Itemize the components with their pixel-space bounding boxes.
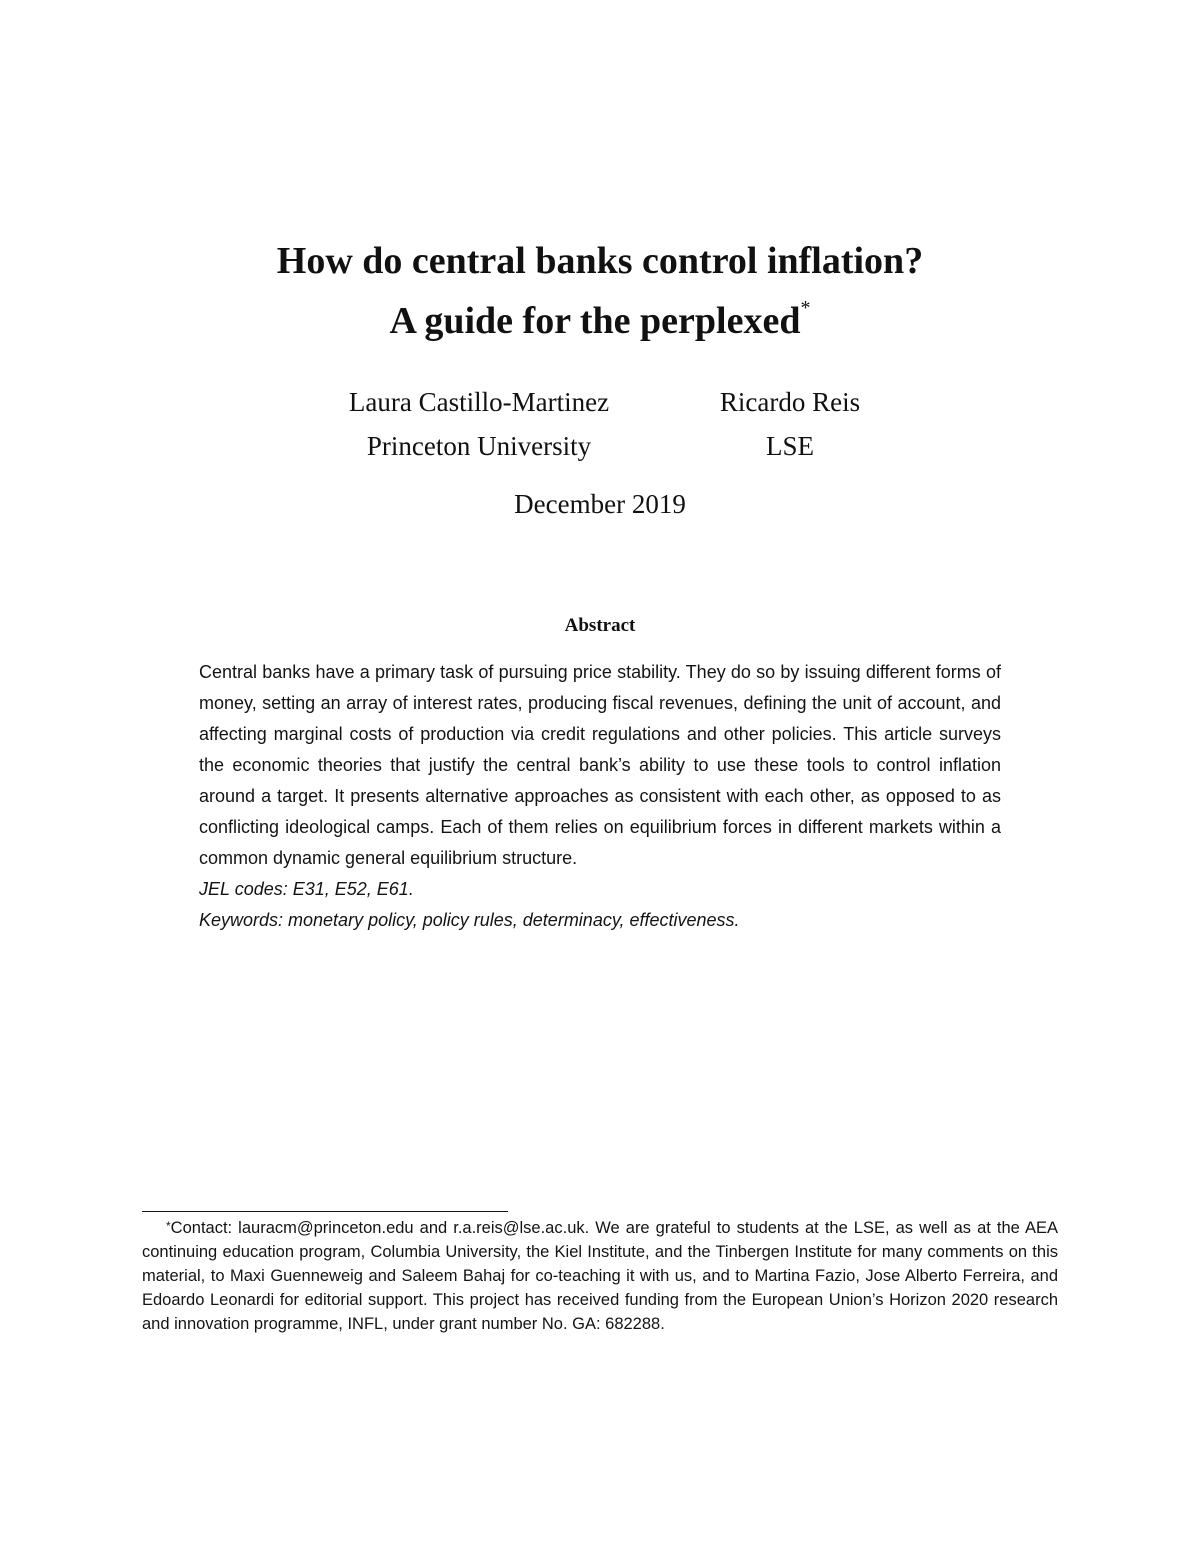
author-name-2: Ricardo Reis (719, 387, 861, 417)
footnote-text: Contact: lauracm@princeton.edu and r.a.reis@lse.ac.uk. We are grateful to students at the LSE, as well as at the AEA continuing education program, Columbia University, the Kiel Institute, and the Tinbergen Institute for many comments on this material, to Maxi Guenneweig and Saleem Bahaj for co-teaching it with us, and to Martina Fazio, Jose Alberto Ferreira, and Edoardo Leonardi for editorial support. This project has received funding from the European Union’s Horizon 2020 research and innovation programme, INFL, under grant number No. GA: 682288. (142, 1219, 1058, 1333)
publication-date: December 2019 (514, 489, 686, 519)
paper-title-line-2-text: A guide for the perplexed (389, 300, 801, 342)
author-affiliation-1: Princeton University (366, 431, 592, 461)
footnote-mark: * (166, 1219, 171, 1233)
title-footnote-mark: * (800, 297, 811, 319)
author-name-1: Laura Castillo-Martinez (348, 387, 610, 417)
author-block-1 (320, 389, 638, 460)
abstract-body (199, 657, 1001, 936)
abstract-heading: Abstract (564, 615, 636, 636)
abstract-text: Central banks have a primary task of pursuing price stability. They do so by issuing different forms of money, setting an array of interest rates, producing fiscal revenues, defining the unit of account, and affecting marginal costs of production via credit regulations and other policies. This article surveys the economic theories that justify the central bank’s ability to use these tools to control inflation around a target. It presents alternative approaches as consistent with each other, as opposed to as conflicting ideological camps. Each of them relies on equilibrium forces in different markets within a common dynamic general equilibrium structure. (199, 662, 1001, 868)
footnote (142, 1216, 1058, 1336)
author-affiliation-2: LSE (765, 431, 814, 461)
paper-title-line-2 (0, 297, 1200, 342)
paper-title-line-1: How do central banks control inflation? (276, 240, 924, 282)
footnote-divider (142, 1211, 508, 1212)
keywords: Keywords: monetary policy, policy rules, determinacy, effectiveness. (199, 910, 740, 930)
author-block-2 (700, 389, 880, 460)
jel-codes: JEL codes: E31, E52, E61. (199, 879, 414, 899)
